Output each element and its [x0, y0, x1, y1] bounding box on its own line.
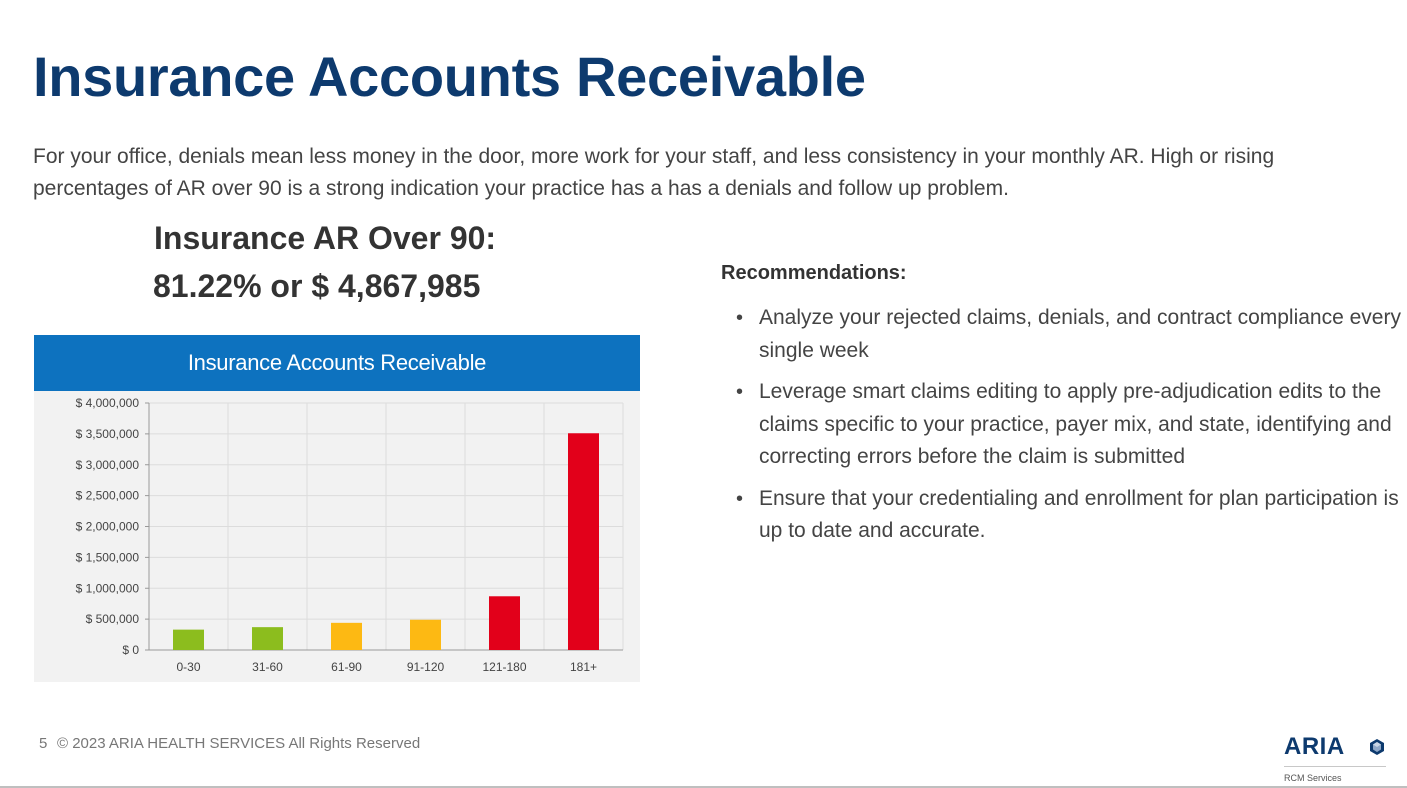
bar-0-30 [173, 630, 204, 650]
recommendation-item [721, 376, 1401, 474]
y-tick-label: $ 1,000,000 [75, 581, 139, 596]
y-tick-label: $ 500,000 [85, 612, 139, 627]
y-tick-label: $ 3,000,000 [75, 457, 139, 472]
kpi-label: Insurance AR Over 90: [154, 220, 497, 256]
logo-subtext: RCM Services [1284, 773, 1342, 783]
slide-title: Insurance Accounts Receivable [33, 45, 866, 108]
recommendation-item [721, 302, 1401, 367]
y-tick-label: $ 2,500,000 [75, 488, 139, 503]
recommendation-item [721, 483, 1401, 548]
y-tick-label: $ 4,000,000 [75, 396, 139, 410]
bullet-icon: • [736, 487, 744, 510]
bar-91-120 [410, 620, 441, 650]
hexagon-gem-icon [1368, 738, 1386, 756]
bar-121-180 [489, 596, 520, 650]
bullet-icon: • [736, 381, 744, 403]
x-tick-label: 91-120 [406, 660, 445, 674]
bar-181+ [568, 433, 599, 650]
intro-paragraph: For your office, denials mean less money in the door, more work for your staff, and less consistency in your monthly AR. High or rising percentages of AR over 90 is a strong indication your practice has a has a denials and follow up problem. [33, 145, 1275, 200]
chart-area [34, 391, 640, 682]
recommendations-title: Recommendations: [721, 262, 907, 284]
y-tick-label: $ 1,500,000 [75, 550, 139, 565]
bar-chart [34, 391, 640, 682]
page-number: 5 [39, 735, 48, 752]
recommendation-text: Ensure that your credentialing and enrollment for plan participation is up to date and accurate. [759, 486, 1399, 542]
bar-31-60 [252, 627, 283, 650]
recommendation-text: Analyze your rejected claims, denials, and contract compliance every single week [759, 306, 1401, 362]
x-tick-label: 181+ [569, 660, 598, 674]
bullet-icon: • [736, 307, 744, 329]
x-tick-label: 31-60 [252, 660, 283, 674]
y-tick-label: $ 3,500,000 [75, 426, 139, 441]
y-tick-label: $ 2,000,000 [75, 519, 139, 534]
bar-61-90 [331, 623, 362, 650]
recommendations-list [721, 302, 1401, 557]
chart-title: Insurance Accounts Receivable [34, 335, 640, 391]
kpi-value: 81.22% or $ 4,867,985 [153, 268, 481, 304]
y-tick-label: $ 0 [122, 643, 139, 657]
logo-text: ARIA [1284, 733, 1345, 760]
x-tick-label: 121-180 [482, 660, 527, 674]
x-tick-label: 61-90 [331, 660, 362, 674]
aria-logo [1284, 733, 1388, 785]
copyright-text: © 2023 ARIA HEALTH SERVICES All Rights Reserved [57, 735, 421, 752]
logo-divider [1284, 766, 1386, 767]
x-tick-label: 0-30 [176, 660, 201, 674]
recommendation-text: Leverage smart claims editing to apply pre-adjudication edits to the claims specific to your practice, payer mix, and state, identifying and correcting errors before the claim is submitted [759, 380, 1392, 468]
